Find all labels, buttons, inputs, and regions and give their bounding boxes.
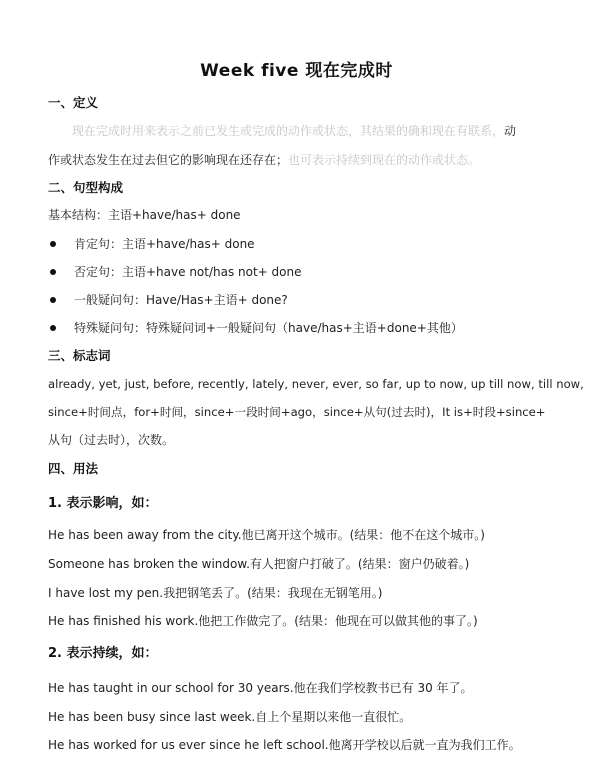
definition-line-2-main: 作或状态发生在过去但它的影响现在还存在；: [48, 153, 289, 167]
definition-line-2-faded: 也可表示持续到现在的动作或状态。: [288, 153, 481, 167]
definition-line-1-end: 动: [504, 124, 517, 138]
usage-example: He has finished his work.他把工作做完了。(结果：他现在可以做其他的事了。): [48, 614, 478, 628]
section-heading-usage: 四、用法: [48, 461, 99, 476]
structure-bullet-negative: 否定句：主语+have not/has not+ done: [74, 265, 302, 279]
usage-example: I have lost my pen.我把钢笔丢了。(结果：我现在无钢笔用。): [48, 586, 383, 600]
structure-bullet-special-question: 特殊疑问句：特殊疑问词+一般疑问句（have/has+主语+done+其他）: [74, 321, 463, 335]
structure-bullet-affirmative: 肯定句：主语+have/has+ done: [74, 237, 255, 251]
usage-example: He has worked for us ever since he left school.他离开学校以后就一直为我们工作。: [48, 738, 521, 752]
bullet-icon: [50, 269, 56, 275]
usage-example: He has been away from the city.他已离开这个城市。(结果：他不在这个城市。): [48, 528, 485, 542]
markers-line-2: since+时间点，for+时间，since+一段时间+ago，since+从句(过去时)，It is+时段+since+: [48, 405, 546, 419]
basic-structure: 基本结构：主语+have/has+ done: [48, 208, 241, 222]
usage-subheading-duration: 2. 表示持续，如：: [48, 646, 158, 661]
usage-example: Someone has broken the window.有人把窗户打破了。(结果：窗户仍破着。): [48, 557, 470, 571]
page-title: Week five 现在完成时: [200, 61, 393, 81]
bullet-icon: [50, 241, 56, 247]
definition-line-1: [72, 123, 516, 139]
section-heading-definition: 一、定义: [48, 95, 99, 110]
definition-line-2: [48, 152, 480, 168]
markers-line-1: already, yet, just, before, recently, lately, never, ever, so far, up to now, up till now, till now,: [48, 377, 584, 391]
usage-subheading-effect: 1. 表示影响，如：: [48, 496, 158, 511]
section-heading-markers: 三、标志词: [48, 348, 111, 363]
markers-line-3: 从句（过去时），次数。: [48, 433, 175, 447]
section-heading-structure: 二、句型构成: [48, 180, 124, 195]
bullet-icon: [50, 297, 56, 303]
usage-example: He has taught in our school for 30 years.他在我们学校教书已有 30 年了。: [48, 681, 473, 695]
structure-bullet-general-question: 一般疑问句：Have/Has+主语+ done?: [74, 293, 288, 307]
usage-example: He has been busy since last week.自上个星期以来他一直很忙。: [48, 710, 412, 724]
definition-faded-text: 现在完成时用来表示之前已发生或完成的动作或状态，其结果的确和现在有联系，: [72, 124, 505, 138]
bullet-icon: [50, 325, 56, 331]
